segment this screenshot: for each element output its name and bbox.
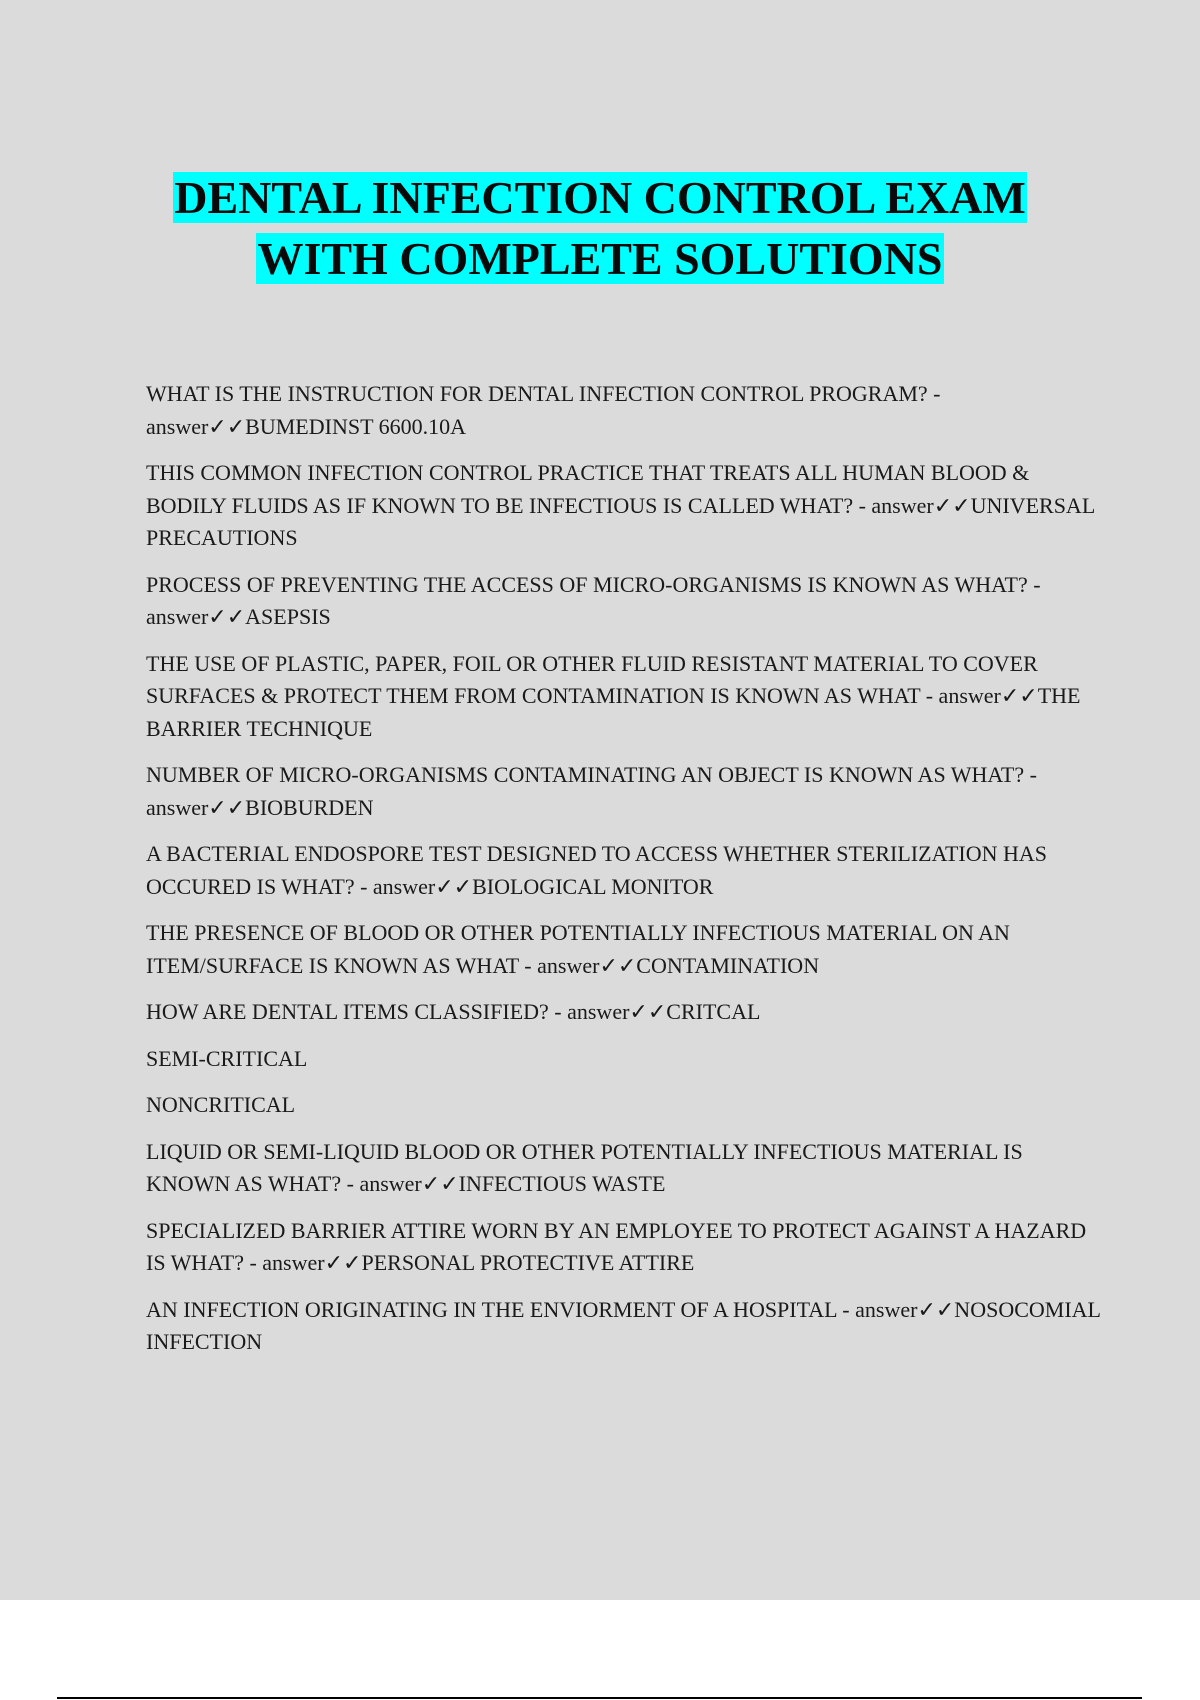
qa-item: HOW ARE DENTAL ITEMS CLASSIFIED? - answer✓✓CRITCAL [146, 999, 761, 1024]
title-line-2: WITH COMPLETE SOLUTIONS [257, 233, 943, 284]
qa-item: THE PRESENCE OF BLOOD OR OTHER POTENTIALLY INFECTIOUS MATERIAL ON AN ITEM/SURFACE IS KNOWN AS WHAT - answer✓✓CONTAMINATION [146, 920, 1010, 978]
qa-item: THE USE OF PLASTIC, PAPER, FOIL OR OTHER FLUID RESISTANT MATERIAL TO COVER SURFACES & PROTECT THEM FROM CONTAMINATION IS KNOWN AS WHAT - answer✓✓THE BARRIER TECHNIQUE [146, 650, 1081, 741]
qa-item: AN INFECTION ORIGINATING IN THE ENVIORMENT OF A HOSPITAL - answer✓✓NOSOCOMIAL INFECTION [146, 1296, 1101, 1354]
qa-item: NUMBER OF MICRO-ORGANISMS CONTAMINATING AN OBJECT IS KNOWN AS WHAT? - answer✓✓BIOBURDEN [146, 762, 1037, 820]
qa-item-continuation: SEMI-CRITICAL [146, 1045, 308, 1071]
document-title [0, 167, 1200, 289]
qa-item: A BACTERIAL ENDOSPORE TEST DESIGNED TO ACCESS WHETHER STERILIZATION HAS OCCURED IS WHAT? - answer✓✓BIOLOGICAL MONITOR [146, 841, 1048, 899]
qa-item-continuation: NONCRITICAL [146, 1092, 296, 1117]
next-page-area [0, 1600, 1200, 1700]
qa-item: LIQUID OR SEMI-LIQUID BLOOD OR OTHER POTENTIALLY INFECTIOUS MATERIAL IS KNOWN AS WHAT? - answer✓✓INFECTIOUS WASTE [146, 1138, 1023, 1196]
qa-item: PROCESS OF PREVENTING THE ACCESS OF MICRO-ORGANISMS IS KNOWN AS WHAT? - answer✓✓ASEPSIS [146, 571, 1041, 629]
page-divider-rule [57, 1697, 1142, 1699]
qa-item: THIS COMMON INFECTION CONTROL PRACTICE THAT TREATS ALL HUMAN BLOOD & BODILY FLUIDS AS IF KNOWN TO BE INFECTIOUS IS CALLED WHAT? - answer✓✓UNIVERSAL PRECAUTIONS [146, 460, 1095, 550]
qa-item: SPECIALIZED BARRIER ATTIRE WORN BY AN EMPLOYEE TO PROTECT AGAINST A HAZARD IS WHAT? - answer✓✓PERSONAL PROTECTIVE ATTIRE [146, 1217, 1087, 1275]
qa-item: WHAT IS THE INSTRUCTION FOR DENTAL INFECTION CONTROL PROGRAM? - answer✓✓BUMEDINST 6600.10A [146, 381, 941, 439]
title-line-1: DENTAL INFECTION CONTROL EXAM [174, 172, 1026, 223]
qa-list [146, 378, 1101, 1373]
